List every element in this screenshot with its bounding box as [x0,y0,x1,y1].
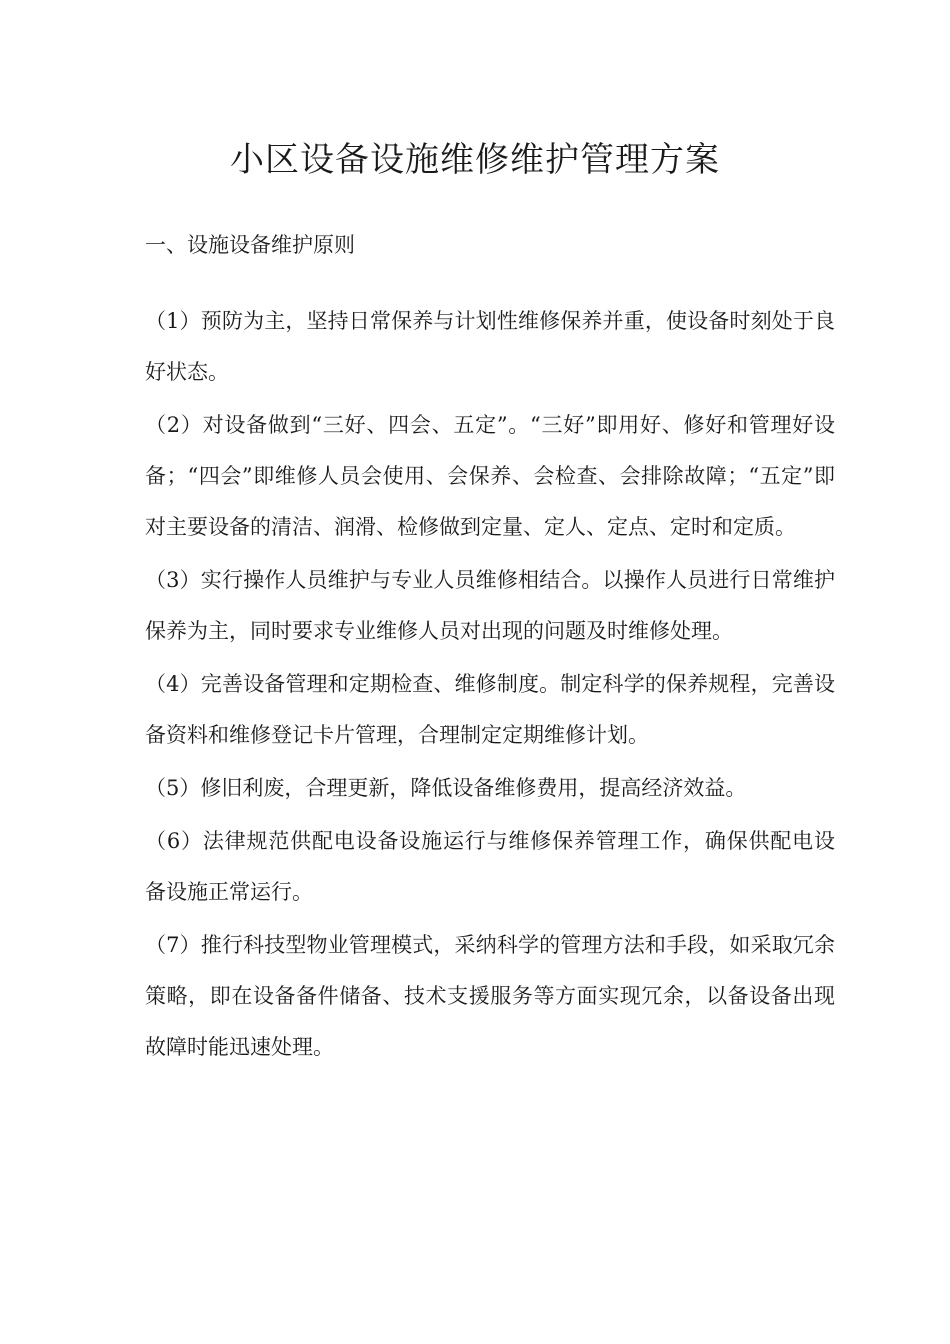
paragraph-1: （1）预防为主，坚持日常保养与计划性维修保养并重，使设备时刻处于良好状态。 [145,309,835,384]
document-body [145,228,835,1075]
paragraph-6: （6）法律规范供配电设备设施运行与维修保养管理工作，确保供配电设 备设施正常运行。 [145,829,835,904]
document-title: 小区设备设施维修维护管理方案 [230,140,720,180]
paragraph-5: （5）修旧利废，合理更新，降低设备维修费用，提高经济效益。 [145,776,747,800]
section-heading: 一、设施设备维护原则 [145,233,355,257]
paragraph-4: （4）完善设备管理和定期检查、维修制度。制定科学的保养规程，完善设备资料和维修登记卡片管理，合理制定定期维修计划。 [145,672,835,747]
paragraph-2: （2）对设备做到“三好、四会、五定”。“三好”即用好、修好和管理好设备；“四会”即维修人员会使用、会保养、会检查、会排除故障；“五定”即对主要设备的清洁、润滑、检修做到定量、定人、定点、定时和定质。 [145,413,835,539]
paragraph-7: （7）推行科技型物业管理模式，采纳科学的管理方法和手段，如采取冗余策略，即在设备备件储备、技术支援服务等方面实现冗余，以备设备出现故障时能迅速处理。 [145,933,835,1059]
paragraph-3: （3）实行操作人员维护与专业人员维修相结合。以操作人员进行日常维护保养为主，同时要求专业维修人员对出现的问题及时维修处理。 [145,568,835,643]
